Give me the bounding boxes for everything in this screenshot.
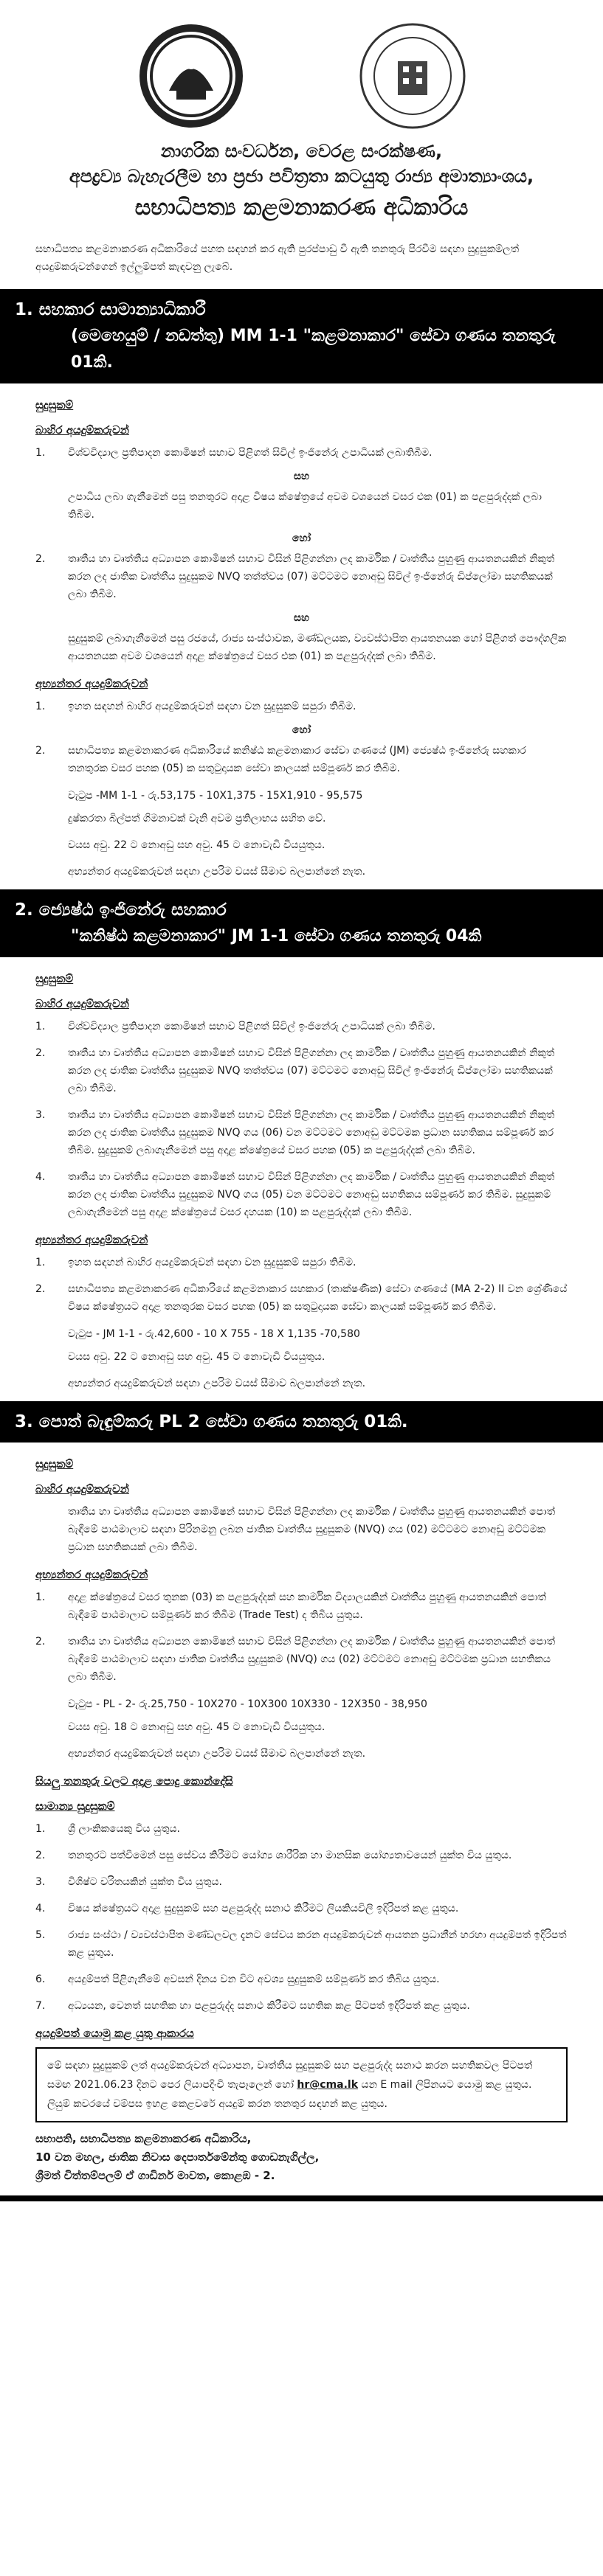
section-2-internal-label: අභ්‍යන්තර අයදුම්කරුවන්	[35, 1233, 148, 1246]
list-item: 6. අයදුම්පත් පිළිගැනීමේ අවසන් දිනය වන විට අවශ්‍ය සුදුසුකම් සම්පූර්ණ කර තිබිය යුතුය.	[35, 1973, 440, 1985]
authority-seal-icon	[357, 21, 468, 131]
bottom-rule	[0, 2195, 603, 2201]
section-2-bar	[0, 889, 603, 957]
list-item: 1. ඉහත සඳහන් බාහිර අයදුම්කරුවන් සඳහා වන සුදුසුකම් සපුරා තිබීම.	[35, 701, 356, 712]
list-item: 4. විෂය ක්ෂේත්‍රයට අදාළ සුදුසුකම් සහ පළපුරුද්ද සනාථ කිරීමට ලියකියවිලි ඉදිරිපත් කළ යුතුය.	[35, 1903, 459, 1914]
list-item: 3. විශිෂ්ට චරිතයකින් යුක්ත විය යුතුය.	[35, 1876, 222, 1888]
general-heading: සියලු තනතුරු වලට අදාළ පොදු කොන්දේසි	[35, 1774, 233, 1788]
apply-heading: අයදුම්පත් යොමු කළ යුතු ආකාරය	[35, 2027, 194, 2040]
list-item: 1. විශ්වවිද්‍යාල ප්‍රතිපාදන කොමිෂන් සභාව පිළිගත් සිවිල් ඉංජිනේරු උපාධියක් ලබා තිබීම.	[35, 1021, 435, 1032]
section-1-note: දුෂ්කරතා බිල්පත් ගිමනාවක් වැනි අවම ප්‍රතිලාභය සහිත වේ.	[68, 813, 326, 824]
section-3-qual-label: සුදුසුකම්	[35, 1457, 74, 1471]
apply-text-2: යන E mail ලිපිනයට යොමු කළ යුතුය. ලියුම් කවරයේ වම්පස ඉහළ කෙළවරේ අයදුම් කරන තනතුර සඳහන් කළ යුතුය.	[47, 2079, 532, 2110]
list-item: 2. තෘතීය හා වෘත්තීය අධ්‍යාපන කොමිෂන් සභාව විසින් පිළිගන්නා ලද කාර්මික / වෘත්තීය පුහුණු ආයතනයකින් පොත් බැඳීමේ පාඨමාලාව සඳහා ජාතික වෘත්තීය සුදුසුකම (NVQ) ගය (02) මට්ටමට නොඅඩු මට්ටමක ප්‍රධාන සහතිකය ලබා තිබීම.	[35, 1636, 556, 1683]
section-2-subtitle: "කනිෂ්ඨ කළමනාකාර" JM 1-1 සේවා ගණය තනතුරු 04කි	[71, 927, 482, 945]
section-1-external-label: බාහිර අයදුම්කරුවන්	[35, 423, 129, 437]
list-item: 7. අධ්‍යයන, වෙනත් සහතික හා පළපුරුද්ද සනාථ කිරීමට සහතික කළ පිටපත් ඉදිරිපත් කළ යුතුය.	[35, 2000, 470, 2012]
intro-text: සභාධිපත්‍ය කළමනාකරණ අධිකාරියේ පහත සඳහන් කර ඇති පුරප්පාඩු වී ඇති තනතුරු පිරවීම සඳහා සුදුසුකම්ලත් අයදුම්කරුවන්ගෙන් ඉල්ලුම්පත් කැඳවනු ලැබේ.	[35, 243, 520, 273]
list-item: තෘතීය හා වෘත්තීය අධ්‍යාපන කොමිෂන් සභාව විසින් පිළිගන්නා ලද කාර්මික / වෘත්තීය පුහුණු ආයතනයකින් පොත් බැඳීමේ පාඨමාලාව සඳහා පිරිනමනු ලබන ජාතික වෘත්තීය සුදුසුකම (NVQ) ගය (02) මට්ටමට නොඅඩු මට්ටමක ප්‍රධාන සහතිකයක් ලබා තිබීම.	[68, 1506, 556, 1553]
address-block	[35, 2130, 568, 2185]
general-subheading: සාමාන්‍ය සුදුසුකම්	[35, 1799, 115, 1813]
list-item: 1. විශ්වවිද්‍යාල ප්‍රතිපාදන කොමිෂන් සභාව පිළිගත් සිවිල් ඉංජිනේරු උපාධියක් ලබාතිබීම.	[35, 447, 433, 459]
apply-box	[35, 2047, 568, 2122]
list-item: සුදුසුකම් ලබාගැනීමෙන් පසු රජයේ, රාජ්‍ය සංස්ථාවක, මණ්ඩලයක, ව්‍යවස්ථාපිත ආයතනයක හෝ පිළිගත් පෞද්ගලික ආයතනයක අවම වශයෙන් අදාළ ක්ෂේත්‍රයේ වසර එක (01) ක පළපුරුද්දක් ලබා තිබීම.	[68, 633, 567, 662]
section-1-note: අභ්‍යන්තර අයදුම්කරුවන් සඳහා උපරිම වයස් සීමාව බලපාන්නේ නැත.	[68, 866, 366, 878]
section-2-note: අභ්‍යන්තර අයදුම්කරුවන් සඳහා උපරිම වයස් සීමාව බලපාන්නේ නැත.	[68, 1378, 366, 1389]
section-1-title: 1. සහකාර සාමාන්‍යාධිකාරී	[15, 300, 206, 319]
apply-email-link[interactable]: hr@cma.lk	[297, 2079, 359, 2091]
list-item: 5. රාජ්‍ය සංස්ථා / ව්‍යවස්ථාපිත මණ්ඩලවල දැනට සේවය කරන අයදුම්කරුවන් ආයතන ප්‍රධානීන් හරහා අයදුම්පත් ඉදිරිපත් කළ යුතුය.	[35, 1929, 567, 1959]
address-line-2: 10 වන මහල, ජාතික නිවාස දෙපාර්තමේන්තු ගොඩනැගිල්ල,	[35, 2150, 320, 2164]
ministry-line-1: නාගරික සංවර්ධන, වෙරළ සංරක්ෂණ,	[160, 141, 443, 162]
section-1-salary: වැටුප -MM 1-1 - රු.53,175 - 10X1,375 - 15X1,910 - 95,575	[68, 790, 363, 802]
section-1-qual-label: සුදුසුකම්	[35, 398, 74, 412]
section-2-note: වයස අවු. 22 ට නොඅඩු සහ අවු. 45 ට නොවැඩි වියයුතුය.	[68, 1351, 325, 1363]
section-3-bar	[0, 1401, 603, 1443]
address-line-3: ශ්‍රීමත් චිත්තම්පලම් ඒ ගාඩිනර් මාවත, කොළඹ - 2.	[35, 2169, 275, 2182]
logo-row	[35, 0, 568, 139]
list-item: 2. තෘතීය හා වෘත්තීය අධ්‍යාපන කොමිෂන් සභාව විසින් පිළිගන්නා ලද කාර්මික / වෘත්තීය පුහුණු ආයතනයකින් නිකුත් කරන ලද ජාතික වෘත්තීය සුදුසුකම NVQ තත්ත්වය (07) මට්ටමට නොඅඩු සිවිල් ඉංජිනේරු ඩිප්ලෝමා සහතිකයක් ලබා තිබීම.	[35, 1047, 555, 1094]
address-line-1: සභාපති, සභාධිපත්‍ය කළමනාකරණ අධිකාරිය,	[35, 2132, 252, 2145]
list-item: උපාධිය ලබා ගැනීමෙන් පසු තනතුරට අදාළ විෂය ක්ෂේත්‍රයේ අවම වශයෙන් වසර එක (01) ක පළපුරුද්දක් ලබා තිබීම.	[68, 491, 542, 521]
section-3-internal-label: අභ්‍යන්තර අයදුම්කරුවන්	[35, 1568, 148, 1581]
sri-lanka-emblem-icon	[136, 21, 247, 131]
list-item: 1. ශ්‍රී ලාංකිකයෙකු විය යුතුය.	[35, 1823, 180, 1835]
list-item: 4. තෘතීය හා වෘත්තීය අධ්‍යාපන කොමිෂන් සභාව විසින් පිළිගන්නා ලද කාර්මික / වෘත්තීය පුහුණු ආයතනයකින් නිකුත් කරන ලද ජාතික වෘත්තීය සුදුසුකම NVQ ගය (05) වන මට්ටමට නොඅඩු සහතිකය සම්පූර්ණ කර තිබීම. සුදුසුකම් ලබාගැනීමෙන් පසු අදාළ ක්ෂේත්‍රයේ වසර දහයක (10) ක පළපුරුද්දක් ලබා තිබීම.	[35, 1171, 555, 1218]
list-item: 2. සභාධිපත්‍ය කළමනාකරණ අධිකාරියේ කළමනාකාර සහකාර (තාක්ෂණික) සේවා ගණයේ (MA 2-2) II වන ශ්‍රේණියේ විෂය ක්ෂේත්‍රයට අදාළ තනතුරක වසර පහක (05) ක සතුටුදායක සේවා කාලයක් සම්පූර්ණ කර තිබීම.	[35, 1283, 568, 1313]
advertisement-page: නාගරික සංවර්ධන, වෙරළ සංරක්ෂණ, අපද්‍රව්‍ය බැහැරලීම හා ප්‍රජා පවිත්‍රතා කටයුතු රාජ්‍ය අමාත්‍යාංශය, සභාධිපත්‍ය කළමනාකරණ අධිකාරිය සභාධිපත්‍ය කළමනාකරණ අධිකාරියේ පහත සඳහන් කර ඇති පුරප්පාඩු වී ඇති තනතුරු පිරවීම සඳහා සුදුසුකම්ලත් අයදුම්කරුවන්ගෙන් ඉල්ලුම්පත් කැඳවනු ලැබේ. 1. සහකාර සාමාන්‍යාධිකාරී (මෙහෙයුම් / නඩත්තු) MM 1-1 "කළමනාකාර" සේවා ගණය තනතුරු 01කි. සුදුසුකම් බාහිර අයදුම්කරුවන් 1. විශ්වවිද්‍යාල ප්‍රතිපාදන කොමිෂන් සභාව පිළිගත් සිවිල් ඉංජිනේරු උපාධියක් ලබාතිබීම. සහ උපාධිය ලබා ගැනීමෙන් පසු තනතුරට අදාළ විෂය ක්ෂේත්‍රයේ අවම වශයෙන් වසර එක (01) ක පළපුරුද්දක් ලබා තිබීම. හෝ 2. තෘතීය හා වෘත්තීය අධ්‍යාපන කොමිෂන් සභාව විසින් පිළිගන්නා ලද කාර්මික / වෘත්තීය පුහුණු ආයතනයකින් නිකුත් කරන ලද ජාතික වෘත්තීය සුදුසුකම NVQ තත්ත්වය (07) මට්ටමට නොඅඩු සිවිල් ඉංජිනේරු ඩිප්ලෝමා සහතිකයක් ලබා තිබීම. සහ සුදුසුකම් ලබාගැනීමෙන් පසු රජයේ, රාජ්‍ය සංස්ථාවක, මණ්ඩලයක, ව්‍යවස්ථාපිත ආයතනයක හෝ පිළිගත් පෞද්ගලික ආයතනයක අවම වශයෙන් අදාළ ක්ෂේත්‍රයේ වසර එක (01) ක පළපුරුද්දක් ලබා තිබීම. අභ්‍යන්තර අයදුම්කරුවන් 1. ඉහත සඳහන් බාහිර අයදුම්කරුවන් සඳහා වන සුදුසුකම් සපුරා තිබීම. හෝ 2. සභාධිපත්‍ය කළමනාකරණ අධිකාරියේ කනිෂ්ඨ කළමනාකාර සේවා ගණයේ (JM) ජ්‍යෙෂ්ඨ ඉංජිනේරු සහකාර තනතුරක වසර පහක (05) ක සතුටුදායක සේවා කාලයක් සම්පූර්ණ කර තිබීම. වැටුප -MM 1-1 - රු.53,175 - 10X1,375 - 15X1,910 - 95,575 දුෂ්කරතා බිල්පත් ගිමනාවක් වැනි අවම ප්‍රතිලාභය සහිත වේ. වයස අවු. 22 ට නොඅඩු සහ අවු. 45 ට නොවැඩි වියයුතුය. අභ්‍යන්තර අයදුම්කරුවන් සඳහා උපරිම වයස් සීමාව බලපාන්නේ නැත. 2. ජ්‍යෙෂ්ඨ ඉංජිනේරු සහකාර "කනිෂ්ඨ කළමනාකාර" JM 1-1 සේවා ගණය තනතුරු 04කි සුදුසුකම් බාහිර අයදුම්කරුවන් 1. විශ්වවිද්‍යාල ප්‍රතිපාදන කොමිෂන් සභාව පිළිගත් සිවිල් ඉංජිනේරු උපාධියක් ලබා තිබීම. 2. තෘතීය හා වෘත්තීය අධ්‍යාපන කොමිෂන් සභාව විසින් පිළිගන්නා ලද කාර්මික / වෘත්තීය පුහුණු ආයතනයකින් නිකුත් කරන ලද ජාතික වෘත්තීය සුදුසුකම NVQ තත්ත්වය (07) මට්ටමට නොඅඩු සිවිල් ඉංජිනේරු ඩිප්ලෝමා සහතිකයක් ලබා තිබීම. 3. තෘතීය හා වෘත්තීය අධ්‍යාපන කොමිෂන් සභාව විසින් පිළිගන්නා ලද කාර්මික / වෘත්තීය පුහුණු ආයතනයකින් නිකුත් කරන ලද ජාතික වෘත්තීය සුදුසුකම NVQ ගය (06) වන මට්ටමට නොඅඩු මට්ටමක ප්‍රධාන සහතිකය සම්පූර්ණ කර තිබීම. සුදුසුකම් ලබාගැනීමෙන් පසු අදාළ ක්ෂේත්‍රයේ වසර පහක (05) ක පළපුරුද්දක් ලබා තිබීම. 4. තෘතීය හා වෘත්තීය අධ්‍යාපන කොමිෂන් සභාව විසින් පිළිගන්නා ලද කාර්මික / වෘත්තීය පුහුණු ආයතනයකින් නිකුත් කරන ලද ජාතික වෘත්තීය සුදුසුකම NVQ ගය (05) වන මට්ටමට නොඅඩු සහතිකය සම්පූර්ණ කර තිබීම. සුදුසුකම් ලබාගැනීමෙන් පසු අදාළ ක්ෂේත්‍රයේ වසර දහයක (10) ක පළපුරුද්දක් ලබා තිබීම. අභ්‍යන්තර අයදුම්කරුවන් 1. ඉහත සඳහන් බාහිර අයදුම්කරුවන් සඳහා වන සුදුසුකම් සපුරා තිබීම. 2. සභාධිපත්‍ය කළමනාකරණ අධිකාරියේ කළමනාකාර සහකාර (තාක්ෂණික) සේවා ගණයේ (MA 2-2) II වන ශ්‍රේණියේ විෂය ක්ෂේත්‍රයට අදාළ තනතුරක වසර පහක (05) ක සතුටුදායක සේවා කාලයක් සම්පූර්ණ කර තිබීම. වැටුප - JM 1-1 - රු.42,600 - 10 X 755 - 18 X 1,135 -70,580 වයස අවු. 22 ට නොඅඩු සහ අවු. 45 ට නොවැඩි වියයුතුය. අභ්‍යන්තර අයදුම්කරුවන් සඳහා උපරිම වයස් සීමාව බලපාන්නේ නැත. 3. පොත් බැඳුම්කරු PL 2 සේවා ගණය තනතුරු 01කි. සුදුසුකම් බාහිර අයදුම්කරුවන් තෘතීය හා වෘත්තීය අධ්‍යාපන කොමිෂන් සභාව විසින් පිළිගන්නා ලද කාර්මික / වෘත්තීය පුහුණු ආයතනයකින් පොත් බැඳීමේ පාඨමාලාව සඳහා පිරිනමනු ලබන ජාතික වෘත්තීය සුදුසුකම (NVQ) ගය (02) මට්ටමට නොඅඩු මට්ටමක ප්‍රධාන සහතිකයක් ලබා තිබීම. අභ්‍යන්තර අයදුම්කරුවන් 1. අදාළ ක්ෂේත්‍රයේ වසර තුනක (03) ක පළපුරුද්දක් සහ කාර්මික විද්‍යාලයකින් වෘත්තීය පුහුණු ආයතනයකින් පොත් බැඳීමේ පාඨමාලාව සම්පූර්ණ කර තිබීම (Trade Test) ද තිබිය යුතුය. 2. තෘතීය හා වෘත්තීය අධ්‍යාපන කොමිෂන් සභාව විසින් පිළිගන්නා ලද කාර්මික / වෘත්තීය පුහුණු ආයතනයකින් පොත් බැඳීමේ පාඨමාලාව සඳහා ජාතික වෘත්තීය සුදුසුකම (NVQ) ගය (02) මට්ටමට නොඅඩු මට්ටමක ප්‍රධාන සහතිකය ලබා තිබීම. වැටුප - PL - 2- රු.25,750 - 10X270 - 10X300 10X330 - 12X350 - 38,950 වයස අවු. 18 ට නොඅඩු සහ අවු. 45 ට නොවැඩි වියයුතුය. අභ්‍යන්තර අයදුම්කරුවන් සඳහා උපරිම වයස් සීමාව බලපාන්නේ නැත. සියලු තනතුරු වලට අදාළ පොදු කොන්දේසි සාමාන්‍ය සුදුසුකම් 1. ශ්‍රී ලාංකිකයෙකු විය යුතුය. 2. තනතුරට පත්වීමෙන් පසු සේවය කිරීමට යෝග්‍ය ශාරීරික හා මානසික යෝග්‍යතාවයෙන් යුක්ත විය යුතුය. 3. විශිෂ්ට චරිතයකින් යුක්ත විය යුතුය. 4. විෂය ක්ෂේත්‍රයට අදාළ සුදුසුකම් සහ පළපුරුද්ද සනාථ කිරීමට ලියකියවිලි ඉදිරිපත් කළ යුතුය. 5. රාජ්‍ය සංස්ථා / ව්‍යවස්ථාපිත මණ්ඩලවල දැනට සේවය කරන අයදුම්කරුවන් ආයතන ප්‍රධානීන් හරහා අයදුම්පත් ඉදිරිපත් කළ යුතුය. 6. අයදුම්පත් පිළිගැනීමේ අවසන් දිනය වන විට අවශ්‍ය සුදුසුකම් සම්පූර්ණ කර තිබිය යුතුය. 7. අධ්‍යයන, වෙනත් සහතික හා පළපුරුද්ද සනාථ කිරීමට සහතික කළ පිටපත් ඉදිරිපත් කළ යුතුය. අයදුම්පත් යොමු කළ යුතු ආකාරය මේ සඳහා සුදුසුකම් ලත් අයදුම්කරුවන් අධ්‍යාපන, වෘත්තීය සුදුසුකම් සහ පළපුරුද්ද සනාථ කරන සහතිකවල පිටපත් සමඟ 2021.06.23 දිනට පෙර ලියාපදිංචි තැපෑලෙන් හෝ hr@cma.lk යන E mail ලිපිනයට යොමු කළ යුතුය. ලියුම් කවරයේ වම්පස ඉහළ කෙළවරේ අයදුම් කරන තනතුර සඳහන් කළ යුතුය. සභාපති, සභාධිපත්‍ය කළමනාකරණ අධිකාරිය, 10 වන මහල, ජාතික නිවාස දෙපාර්තමේන්තු ගොඩනැගිල්ල, ශ්‍රීමත් චිත්තම්පලම් ඒ ගාඩිනර් මාවත, කොළඹ - 2.	[0, 0, 603, 2576]
list-item: 2. සභාධිපත්‍ය කළමනාකරණ අධිකාරියේ කනිෂ්ඨ කළමනාකාර සේවා ගණයේ (JM) ජ්‍යෙෂ්ඨ ඉංජිනේරු සහකාර තනතුරක වසර පහක (05) ක සතුටුදායක සේවා කාලයක් සම්පූර්ණ කර තිබීම.	[35, 745, 526, 774]
ministry-line-2: අපද්‍රව්‍ය බැහැරලීම හා ප්‍රජා පවිත්‍රතා කටයුතු රාජ්‍ය අමාත්‍යාංශය,	[69, 166, 534, 187]
section-2-title: 2. ජ්‍යෙෂ්ඨ ඉංජිනේරු සහකාර	[15, 900, 227, 920]
apply-text-1: මේ සඳහා සුදුසුකම් ලත් අයදුම්කරුවන් අධ්‍යාපන, වෘත්තීය සුදුසුකම් සහ පළපුරුද්ද සනාථ කරන සහතිකවල පිටපත් සමඟ 2021.06.23 දිනට පෙර ලියාපදිංචි තැපෑලෙන් හෝ	[47, 2060, 533, 2091]
section-2-salary: වැටුප - JM 1-1 - රු.42,600 - 10 X 755 - 18 X 1,135 -70,580	[68, 1328, 360, 1340]
section-1-subtitle: (මෙහෙයුම් / නඩත්තු) MM 1-1 "කළමනාකාර" සේවා ගණය තනතුරු 01කි.	[71, 327, 556, 372]
list-item: 2. තනතුරට පත්වීමෙන් පසු සේවය කිරීමට යෝග්‍ය ශාරීරික හා මානසික යෝග්‍යතාවයෙන් යුක්ත විය යුතුය.	[35, 1850, 512, 1861]
section-2-external-label: බාහිර අයදුම්කරුවන්	[35, 997, 129, 1010]
section-2-qual-label: සුදුසුකම්	[35, 972, 74, 985]
section-3-note: අභ්‍යන්තර අයදුම්කරුවන් සඳහා උපරිම වයස් සීමාව බලපාන්නේ නැත.	[68, 1748, 366, 1760]
page-title: සභාධිපත්‍ය කළමනාකරණ අධිකාරිය	[134, 195, 469, 221]
list-item: 3. තෘතීය හා වෘත්තීය අධ්‍යාපන කොමිෂන් සභාව විසින් පිළිගන්නා ලද කාර්මික / වෘත්තීය පුහුණු ආයතනයකින් නිකුත් කරන ලද ජාතික වෘත්තීය සුදුසුකම NVQ ගය (06) වන මට්ටමට නොඅඩු මට්ටමක ප්‍රධාන සහතිකය සම්පූර්ණ කර තිබීම. සුදුසුකම් ලබාගැනීමෙන් පසු අදාළ ක්ෂේත්‍රයේ වසර පහක (05) ක පළපුරුද්දක් ලබා තිබීම.	[35, 1109, 555, 1156]
list-item: 1. ඉහත සඳහන් බාහිර අයදුම්කරුවන් සඳහා වන සුදුසුකම් සපුරා තිබීම.	[35, 1257, 356, 1268]
section-1-internal-label: අභ්‍යන්තර අයදුම්කරුවන්	[35, 677, 148, 690]
section-3-external-label: බාහිර අයදුම්කරුවන්	[35, 1482, 129, 1496]
section-3-salary: වැටුප - PL - 2- රු.25,750 - 10X270 - 10X300 10X330 - 12X350 - 38,950	[68, 1698, 427, 1710]
section-1-bar	[0, 289, 603, 383]
section-3-title: 3. පොත් බැඳුම්කරු PL 2 සේවා ගණය තනතුරු 01කි.	[15, 1412, 408, 1431]
section-3-note: වයස අවු. 18 ට නොඅඩු සහ අවු. 45 ට නොවැඩි වියයුතුය.	[68, 1721, 325, 1733]
list-item: 1. අදාළ ක්ෂේත්‍රයේ වසර තුනක (03) ක පළපුරුද්දක් සහ කාර්මික විද්‍යාලයකින් වෘත්තීය පුහුණු ආයතනයකින් පොත් බැඳීමේ පාඨමාලාව සම්පූර්ණ කර තිබීම (Trade Test) ද තිබිය යුතුය.	[35, 1591, 547, 1621]
section-1-note: වයස අවු. 22 ට නොඅඩු සහ අවු. 45 ට නොවැඩි වියයුතුය.	[68, 839, 325, 851]
list-item: 2. තෘතීය හා වෘත්තීය අධ්‍යාපන කොමිෂන් සභාව විසින් පිළිගන්නා ලද කාර්මික / වෘත්තීය පුහුණු ආයතනයකින් නිකුත් කරන ලද ජාතික වෘත්තීය සුදුසුකම NVQ තත්ත්වය (07) මට්ටමට නොඅඩු සිවිල් ඉංජිනේරු ඩිප්ලෝමා සහතිකයක් ලබා තිබීම.	[35, 553, 555, 600]
